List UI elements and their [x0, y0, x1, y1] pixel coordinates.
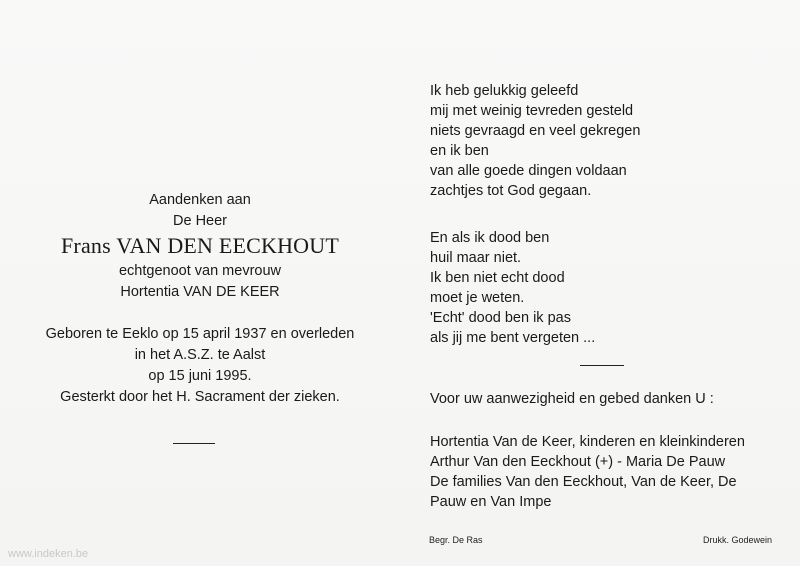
- poem-line: moet je weten.: [430, 290, 525, 306]
- poem-line: zachtjes tot God gegaan.: [430, 183, 592, 199]
- family-line: Pauw en Van Impe: [430, 494, 552, 510]
- undertaker-credit: Begr. De Ras: [429, 535, 483, 545]
- remembrance-text: Aandenken aan: [149, 192, 251, 208]
- printer-credit: Drukk. Godewein: [703, 535, 773, 545]
- poem-line: 'Echt' dood ben ik pas: [430, 310, 571, 326]
- poem-line: Ik ben niet echt dood: [430, 270, 565, 286]
- poem-line: Ik heb gelukkig geleefd: [430, 83, 579, 99]
- left-divider: [173, 443, 215, 444]
- poem-stanza-2: [430, 228, 595, 348]
- poem-line: huil maar niet.: [430, 250, 522, 266]
- family-line: De families Van den Eeckhout, Van de Keer, De: [430, 474, 737, 490]
- bio-line: Geboren te Eeklo op 15 april 1937 en overleden: [45, 326, 355, 342]
- bio-line: op 15 juni 1995.: [148, 368, 252, 384]
- poem-line: niets gevraagd en veel gekregen: [430, 123, 641, 139]
- deceased-name: Frans VAN DEN EECKHOUT: [61, 233, 339, 258]
- spouse-label: echtgenoot van mevrouw: [118, 263, 281, 279]
- honorific-text: De Heer: [173, 213, 227, 229]
- poem-line: En als ik dood ben: [430, 230, 550, 246]
- poem-line: van alle goede dingen voldaan: [430, 163, 627, 179]
- bio-line: in het A.S.Z. te Aalst: [134, 347, 266, 363]
- poem-line: mij met weinig tevreden gesteld: [430, 103, 634, 119]
- family-line: Arthur Van den Eeckhout (+) - Maria De Pauw: [430, 454, 726, 470]
- family-list: [430, 432, 745, 512]
- family-line: Hortentia Van de Keer, kinderen en kleinkinderen: [430, 434, 745, 450]
- right-divider: [580, 365, 624, 366]
- thanks-line: Voor uw aanwezigheid en gebed danken U :: [430, 391, 714, 407]
- bio-line: Gesterkt door het H. Sacrament der zieken.: [60, 389, 340, 405]
- poem-stanza-1: [430, 81, 640, 201]
- poem-line: als jij me bent vergeten ...: [430, 330, 596, 346]
- spouse-name: Hortentia VAN DE KEER: [120, 284, 280, 300]
- poem-line: en ik ben: [430, 143, 489, 159]
- watermark: www.indeken.be: [8, 548, 89, 560]
